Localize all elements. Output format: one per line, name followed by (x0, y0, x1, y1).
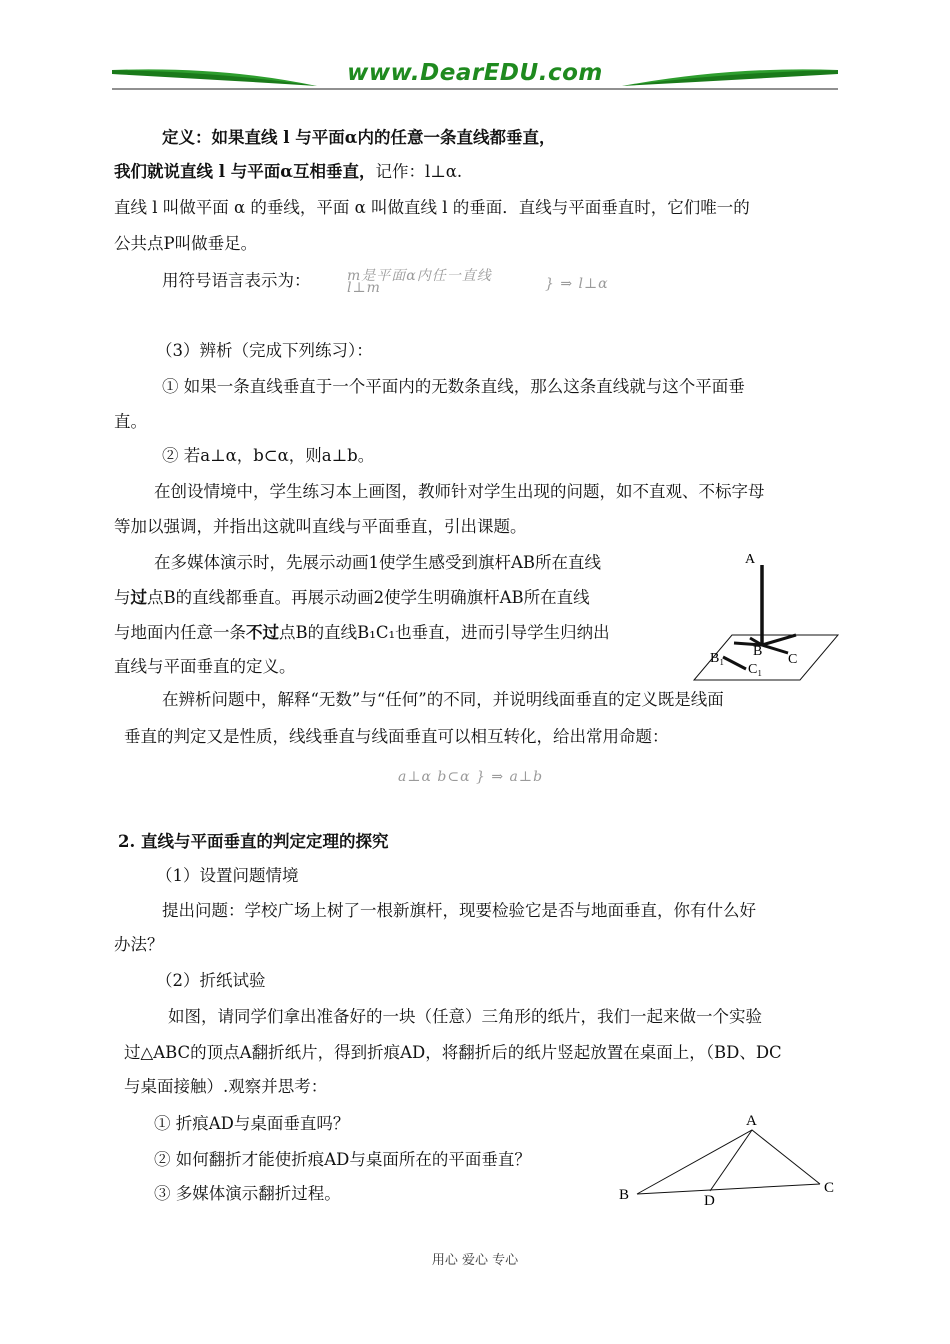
def2-part-e: l⊥α. (424, 162, 463, 181)
paragraph-line: 垂直的判定又是性质，线线垂直与线面垂直可以相互转化，给出常用命题： (124, 727, 669, 746)
text-run: 与 (114, 588, 131, 607)
def2-part-b: 垂直 (325, 162, 359, 181)
definition-line-1: 定义：如果直线 l 与平面α内的任意一条直线都垂直， (162, 128, 556, 147)
section-2-heading: 2. 直线与平面垂直的判定定理的探究 (118, 832, 389, 851)
paragraph-line: 与桌面接触）.观察并思考： (124, 1077, 328, 1096)
line-b1c1 (723, 657, 746, 669)
def2-part-d: 记作： (375, 162, 425, 181)
section-3-heading: （3）辨析（完成下列练习）： (156, 341, 373, 360)
emphasis-text: 不过 (246, 623, 279, 642)
label-b: B (753, 644, 763, 659)
def2-part-a: 我们就说直线 l 与平面α互相 (114, 162, 326, 181)
paragraph-line: 直线与平面垂直的定义。 (114, 657, 296, 676)
label-c: C (788, 652, 798, 667)
subsection-heading: （1）设置问题情境 (156, 866, 299, 885)
formula-1-top: m是平面α内任一直线 (347, 268, 492, 284)
paragraph-line: 在创设情境中，学生练习本上画图，教师针对学生出现的问题，如不直观、不标字母 (154, 482, 765, 501)
text-run: 点B的直线B₁C₁也垂直，进而引导学生归纳出 (279, 623, 610, 642)
triangle-figure (612, 1108, 844, 1208)
observation-1: ① 折痕AD与桌面垂直吗？ (154, 1114, 350, 1133)
label-a: A (746, 1113, 757, 1129)
paragraph-line (114, 623, 610, 643)
paragraph-line: 公共点P叫做垂足。 (114, 234, 258, 253)
paragraph-line: 直线 l 叫做平面 α 的垂线，平面 α 叫做直线 l 的垂面．直线与平面垂直时，它们唯一的 (114, 198, 750, 217)
subsection-heading: （2）折纸试验 (156, 971, 266, 990)
fold-crease-ad (710, 1130, 752, 1191)
label-a: A (745, 552, 756, 567)
label-b1: B₁ (710, 651, 725, 666)
site-title[interactable]: www.DearEDU.com (347, 60, 603, 86)
formula-1 (347, 270, 492, 294)
label-b: B (619, 1187, 630, 1203)
paragraph-line: 在辨析问题中，解释“无数”与“任何”的不同，并说明线面垂直的定义既是线面 (162, 690, 724, 709)
observation-2: ② 如何翻折才能使折痕AD与桌面所在的平面垂直？ (154, 1150, 531, 1169)
question-1-cont: 直。 (114, 412, 147, 431)
label-c1: C₁ (748, 662, 763, 677)
line-through-b (762, 645, 788, 653)
paragraph-line: 在多媒体演示时，先展示动画1使学生感受到旗杆AB所在直线 (154, 553, 602, 572)
paragraph-line (114, 588, 590, 608)
observation-3: ③ 多媒体演示翻折过程。 (154, 1184, 341, 1203)
symbol-language-label: 用符号语言表示为： (162, 271, 311, 290)
label-c: C (824, 1180, 835, 1196)
formula-1-bottom: l⊥m (347, 280, 381, 296)
emphasis-text: 过 (130, 588, 147, 607)
triangle-sides (637, 1130, 820, 1194)
paragraph-line: 过△ABC的顶点A翻折纸片，得到折痕AD，将翻折后的纸片竖起放置在桌面上，（BD、DC (124, 1043, 782, 1062)
flagpole-figure (690, 545, 840, 685)
def2-part-c: ， (358, 162, 376, 181)
text-run: 与地面内任意一条 (114, 623, 246, 642)
line-through-b (762, 635, 796, 645)
text-run: 点B的直线都垂直。再展示动画2使学生明确旗杆AB所在直线 (147, 588, 590, 607)
definition-line-2 (114, 162, 462, 182)
paragraph-line: 提出问题：学校广场上树了一根新旗杆，现要检验它是否与地面垂直，你有什么好 (162, 901, 756, 920)
label-d: D (704, 1193, 715, 1208)
header-banner (112, 58, 838, 94)
side-bc (637, 1184, 820, 1194)
footer-slogan: 用心 爱心 专心 (431, 1253, 519, 1268)
formula-2: a⊥α b⊂α } ⇒ a⊥b (398, 769, 544, 785)
paragraph-line: 如图，请同学们拿出准备好的一块（任意）三角形的纸片，我们一起来做一个实验 (168, 1007, 762, 1026)
question-1: ① 如果一条直线垂直于一个平面内的无数条直线，那么这条直线就与这个平面垂 (162, 377, 745, 396)
paragraph-line: 办法？ (114, 935, 164, 954)
paragraph-line: 等加以强调，并指出这就叫直线与平面垂直，引出课题。 (114, 517, 527, 536)
formula-1-result: } ⇒ l⊥α (545, 276, 609, 292)
question-2: ② 若a⊥α，b⊂α，则a⊥b。 (162, 446, 375, 465)
